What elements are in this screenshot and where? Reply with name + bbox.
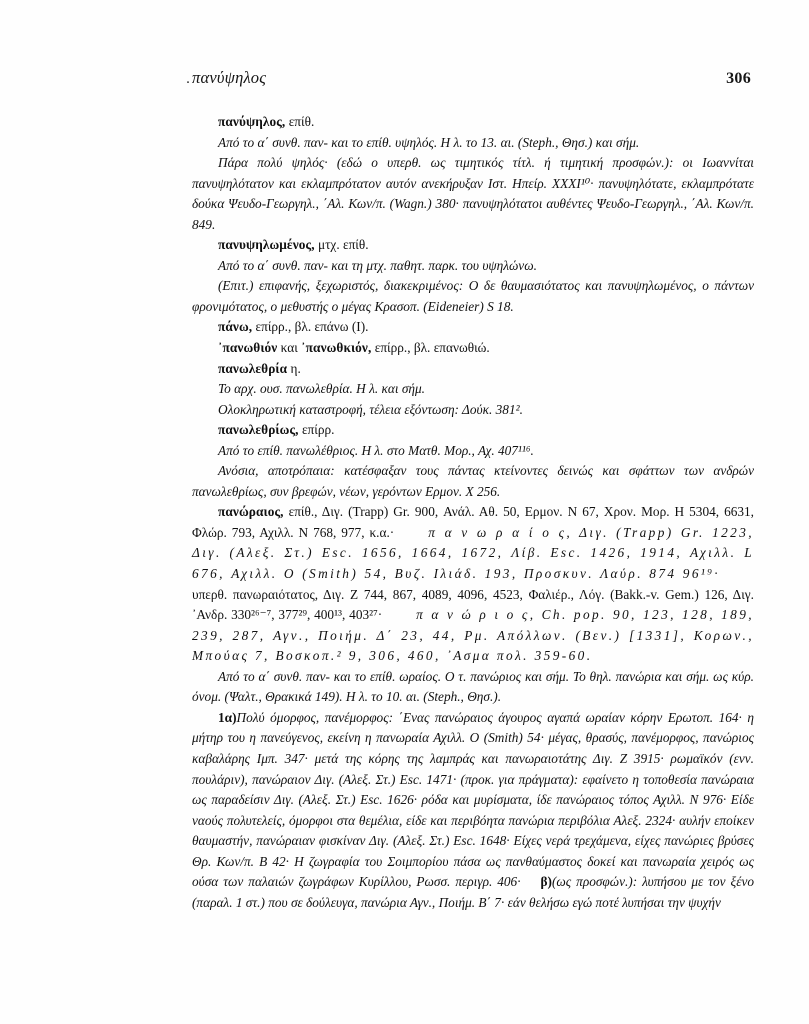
entry-paragraph: [192, 441, 754, 462]
entry-paragraph: [192, 133, 754, 154]
paragraph-text: Από το επίθ. πανωλέθριος. Η λ. στο Ματθ. Μορ., Αχ. 407¹¹⁶.: [218, 442, 534, 458]
lemma-grammar: επίθ.: [285, 114, 315, 129]
entry-headword-panothion: [192, 338, 754, 359]
lemma-text: πάνω,: [218, 319, 253, 335]
superlative-run: υπερθ. πανωραιότατος, Διγ. Z 744, 867, 4089, 4096, 4523, Φαλιέρ., Λόγ. (Bakk.-v. Gem.) 126, Διγ. ᾽Ανδρ. 330²⁶⁻⁷, 377²⁹, 400¹³, 403²⁷·: [192, 586, 754, 623]
lemma-text: πανυψηλωμένος,: [218, 237, 315, 253]
entry-paragraph: [192, 461, 754, 502]
entry-paragraph: [192, 256, 754, 277]
paragraph-text: Ανόσια, αποτρόπαια: κατέσφαξαν τους πάντας κτείνοντες δεινώς και σφάττων των ανδρών πανωλεθρίως, συν βρεφών, νέων, γερόντων Ερμον. X 256.: [192, 463, 754, 499]
entry-paragraph: [192, 276, 754, 317]
running-head-word: πανύψηλος: [192, 68, 267, 87]
text-column: [192, 112, 754, 913]
running-head-mark: .: [186, 71, 190, 87]
entry-paragraph: [192, 379, 754, 400]
lemma-grammar: επίρρ.: [298, 422, 335, 438]
entry-paragraph: [192, 400, 754, 421]
paragraph-text: Πάρα πολύ ψηλός· (εδώ ο υπερθ. ως τιμητικός τίτλ. ή τιμητική προσφών.): οι Ιωαννίται πανυψηλότατον και εκλαμπρότατον αυτόν ανεκήρυξαν Ιστ. Ηπείρ. XXXI¹⁰· πανυψηλότατε, εκλαμπρότατε δούκα Ψευδο-Γεωργηλ., ΄Αλ. Κων/π. (Wagn.) 380· πανυψηλότατοι αυθέντες Ψευδο-Γεωργηλ., ΄Αλ. Κων/π. 849.: [192, 155, 754, 232]
lemma-text: πανύψηλος,: [218, 114, 286, 129]
etymology-text: Από το α΄ συνθ. παν- και το επίθ. ωραίος. Ο τ. πανώριος και σήμ. Το θηλ. πανώρια και σήμ. ως κύρ. όνομ. (Ψαλτ., Θρακικά 149). Η λ. το 10. αι. (Steph., Θησ.).: [192, 668, 754, 705]
paragraph-text: (Επιτ.) επιφανής, ξεχωριστός, διακεκριμένος: Ο δε θαυμασιότατος και πανυψηλωμένος, ο πάντων φρονιμότατος, ο μεθυστής ο μέγας Κρασοπ. (Eideneier) S 18.: [192, 278, 754, 314]
sense-label-b: β): [540, 874, 552, 890]
lemma-text: πανωλεθρίως,: [218, 422, 299, 438]
entry-headword-panoraios: [192, 502, 754, 666]
variant-form-spaced: π α ν ω ρ α ί ο ς, Διγ. (Trapp) Gr. 1223, Διγ. (Αλεξ. Στ.) Esc. 1656, 1664, 1672, Λίβ. Esc. 1426, 1914, Αχιλλ. L 676, Αχιλλ. O (Smith) 54, Βυζ. Ιλιάδ. 193, Προσκυν. Λαύρ. 874 96¹⁹·: [192, 524, 754, 582]
lemma-text: πανώραιος,: [218, 504, 284, 520]
entry-paragraph: [192, 153, 754, 235]
entry-headword-pano: [192, 317, 754, 338]
entry-sense-1a: [192, 708, 754, 913]
lemma-grammar: επίθ., Διγ. (Trapp) Gr. 900, Ανάλ. Αθ. 50, Ερμον. N 67, Χρον. Μορ. H 5304, 6631, Φλώρ. 793, Αχιλλ. N 768, 977, κ.α.·: [192, 504, 754, 540]
sense-text-b: (ως προσφών.): λυπήσου με τον ξένο (παραλ. 1 στ.) που σε δούλευγα, πανώρια Αγν., Ποιήμ. B΄ 7· εάν θελήσω εγώ ποτέ λυπήσαι την ψυχήν: [192, 874, 754, 910]
lemma-variant: ᾽πανωθκιόν,: [301, 340, 372, 356]
entry-etymology: [192, 667, 754, 708]
entry-headword-panypsilomenos: [192, 235, 754, 256]
lemma-grammar: επίρρ., βλ. επάνω (I).: [252, 319, 369, 335]
variant-form-spaced-2: π α ν ώ ρ ι ο ς, Ch. pop. 90, 123, 128, 189, 239, 287, Αγν., Ποιήμ. Δ΄ 23, 44, Ρμ. Απόλλων. (Βεν.) [1331], Κορων., Μπούας 7, Βοσκοπ.² 9, 306, 460, ᾽Ασμα πολ. 359-60.: [192, 607, 754, 664]
lemma-conjunction: και: [277, 340, 302, 356]
entry-headword-panolethrios: [192, 420, 754, 441]
paragraph-text: Από το α΄ συνθ. παν- και τη μτχ. παθητ. παρκ. του υψηλώνω.: [218, 257, 537, 273]
entry-headword-panypsilos: [192, 112, 754, 133]
page-number: 306: [726, 70, 751, 87]
running-head: [186, 68, 751, 94]
lemma-text: ᾽πανωθιόν: [218, 340, 278, 356]
sense-text: Πολύ όμορφος, πανέμορφος: ΄Ενας πανώραιος άγουρος αγαπά ωραίαν κόρην Ερωτοπ. 164· η μήτηρ του η πανεύγενος, εκείνη η πανωραία Αχιλλ. O (Smith) 54· μέγας, θρασύς, πανέμορφος, πανώριος καβαλάρης Ιμπ. 347· μετά της κόρης της λαμπράς και πανωραιοτάτης Διγ. Z 3915· ρωμαϊκόν (ενν. πουλάριν), πανώραιον Διγ. (Αλεξ. Στ.) Esc. 1471· (προκ. για πράγματα): εφαίνετο η τοποθεσία πανώραια ως παραδείσιν Διγ. (Αλεξ. Στ.) Esc. 1626· ρόδα και μυρίσματα, ίδε πανώραιος τόπος Αχιλλ. N 976· Είδε ναούς πολυτελείς, όμορφοι στα θεμέλια, είδε και περιβόητα πανώρια περιβόλια Αλεξ. 2324· αυλήν εποίκεν θαυμαστήν, πανώραιαν φισκίναν Διγ. (Αλεξ. Στ.) Esc. 1648· Είχες νερά τρεχάμενα, είχες πανώριες βρύσες Θρ. Κων/π. B 42· Η ζωγραφία του Σοιμπορίου πάσα ως πανθαύμαστος δοκεί και πανωραία χειρός ως ούσα των παλαιών ζωγράφων Κυρίλλου, Ρωσσ. περιγρ. 406·: [192, 709, 754, 890]
paragraph-text: Το αρχ. ουσ. πανωλεθρία. Η λ. και σήμ.: [218, 381, 426, 397]
sense-label: 1α): [218, 709, 237, 725]
paragraph-text: Από το α΄ συνθ. παν- και το επίθ. υψηλός. Η λ. το 13. αι. (Steph., Θησ.) και σήμ.: [218, 134, 640, 150]
paragraph-text: Ολοκληρωτική καταστροφή, τέλεια εξόντωση: Δούκ. 381².: [218, 401, 523, 417]
lemma-grammar: επίρρ., βλ. επανωθιώ.: [371, 340, 490, 356]
lemma-grammar: η.: [287, 360, 301, 376]
lemma-text: πανωλεθρία: [218, 360, 288, 376]
entry-headword-panolethria: [192, 359, 754, 380]
lemma-grammar: μτχ. επίθ.: [314, 237, 369, 253]
